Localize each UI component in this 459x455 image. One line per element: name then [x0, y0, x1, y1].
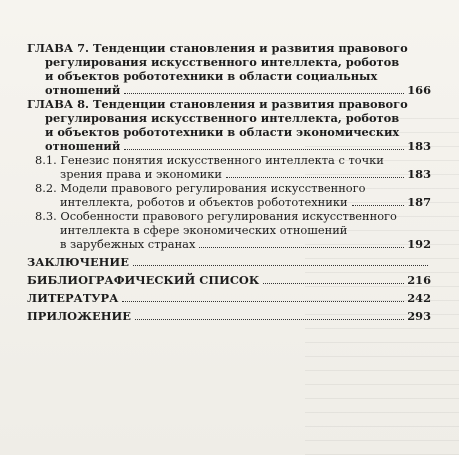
dot-leader [135, 319, 404, 320]
section-8-1-title-line-2: зрения права и экономики [60, 167, 222, 181]
section-8-1-last-line [35, 167, 431, 181]
section-8-3-title-line-1: 8.3. Особенности правового регулирования искусственного [35, 209, 397, 223]
bibliography-label: БИБЛИОГРАФИЧЕСКИЙ СПИСОК [27, 273, 260, 287]
chapter-8-title-line-3: и объектов робототехники в области экономических [45, 125, 400, 139]
section-8-1-page-number: 183 [407, 167, 431, 181]
toc-entry-chapter-8 [27, 97, 431, 153]
section-8-2-title-line-1: 8.2. Модели правового регулирования искусственного [35, 181, 366, 195]
toc-entry-section-8-1 [27, 153, 431, 181]
table-of-contents [27, 41, 431, 323]
section-8-2-last-line [35, 195, 431, 209]
section-8-3-title-line-2: интеллекта в сфере экономических отношений [60, 223, 348, 237]
dot-leader [124, 149, 404, 150]
dot-leader [122, 301, 404, 302]
toc-entry-appendix [27, 309, 431, 323]
dot-leader [226, 177, 404, 178]
dot-leader [124, 93, 404, 94]
section-8-3-last-line [35, 237, 431, 251]
toc-entry-section-8-2 [27, 181, 431, 209]
section-8-1-title-line-1: 8.1. Генезис понятия искусственного интеллекта с точки [35, 153, 384, 167]
section-8-3-page-number: 192 [407, 237, 431, 251]
section-8-2-page-number: 187 [407, 195, 431, 209]
chapter-8-title-line-4: отношений [45, 139, 121, 153]
toc-entry-conclusion [27, 255, 431, 269]
chapter-8-title-line-2: регулирования искусственного интеллекта, роботов [45, 111, 400, 125]
literature-line [27, 291, 431, 305]
dot-leader [352, 205, 405, 206]
literature-page-number: 242 [407, 291, 431, 305]
bibliography-line [27, 273, 431, 287]
chapter-7-title-line-2: регулирования искусственного интеллекта, роботов [45, 55, 400, 69]
appendix-label: ПРИЛОЖЕНИЕ [27, 309, 131, 323]
bibliography-page-number: 216 [407, 273, 431, 287]
dot-leader [133, 265, 428, 266]
chapter-7-page-number: 166 [407, 83, 431, 97]
toc-entry-literature [27, 291, 431, 305]
toc-entry-bibliography [27, 273, 431, 287]
chapter-7-last-line [27, 83, 431, 97]
chapter-7-title-line-4: отношений [45, 83, 121, 97]
conclusion-label: ЗАКЛЮЧЕНИЕ [27, 255, 129, 269]
conclusion-line [27, 255, 431, 269]
chapter-8-page-number: 183 [407, 139, 431, 153]
appendix-page-number: 293 [407, 309, 431, 323]
toc-entry-section-8-3 [27, 209, 431, 251]
chapter-7-title-line-1: ГЛАВА 7. Тенденции становления и развития правового [27, 41, 408, 55]
chapter-8-title-line-1: ГЛАВА 8. Тенденции становления и развития правового [27, 97, 408, 111]
toc-entry-chapter-7 [27, 41, 431, 97]
appendix-line [27, 309, 431, 323]
literature-label: ЛИТЕРАТУРА [27, 291, 119, 305]
dot-leader [199, 247, 404, 248]
section-8-2-title-line-2: интеллекта, роботов и объектов робототехники [60, 195, 348, 209]
section-8-3-title-line-3: в зарубежных странах [60, 237, 196, 251]
dot-leader [263, 283, 404, 284]
chapter-7-title-line-3: и объектов робототехники в области социальных [45, 69, 378, 83]
chapter-8-last-line [27, 139, 431, 153]
